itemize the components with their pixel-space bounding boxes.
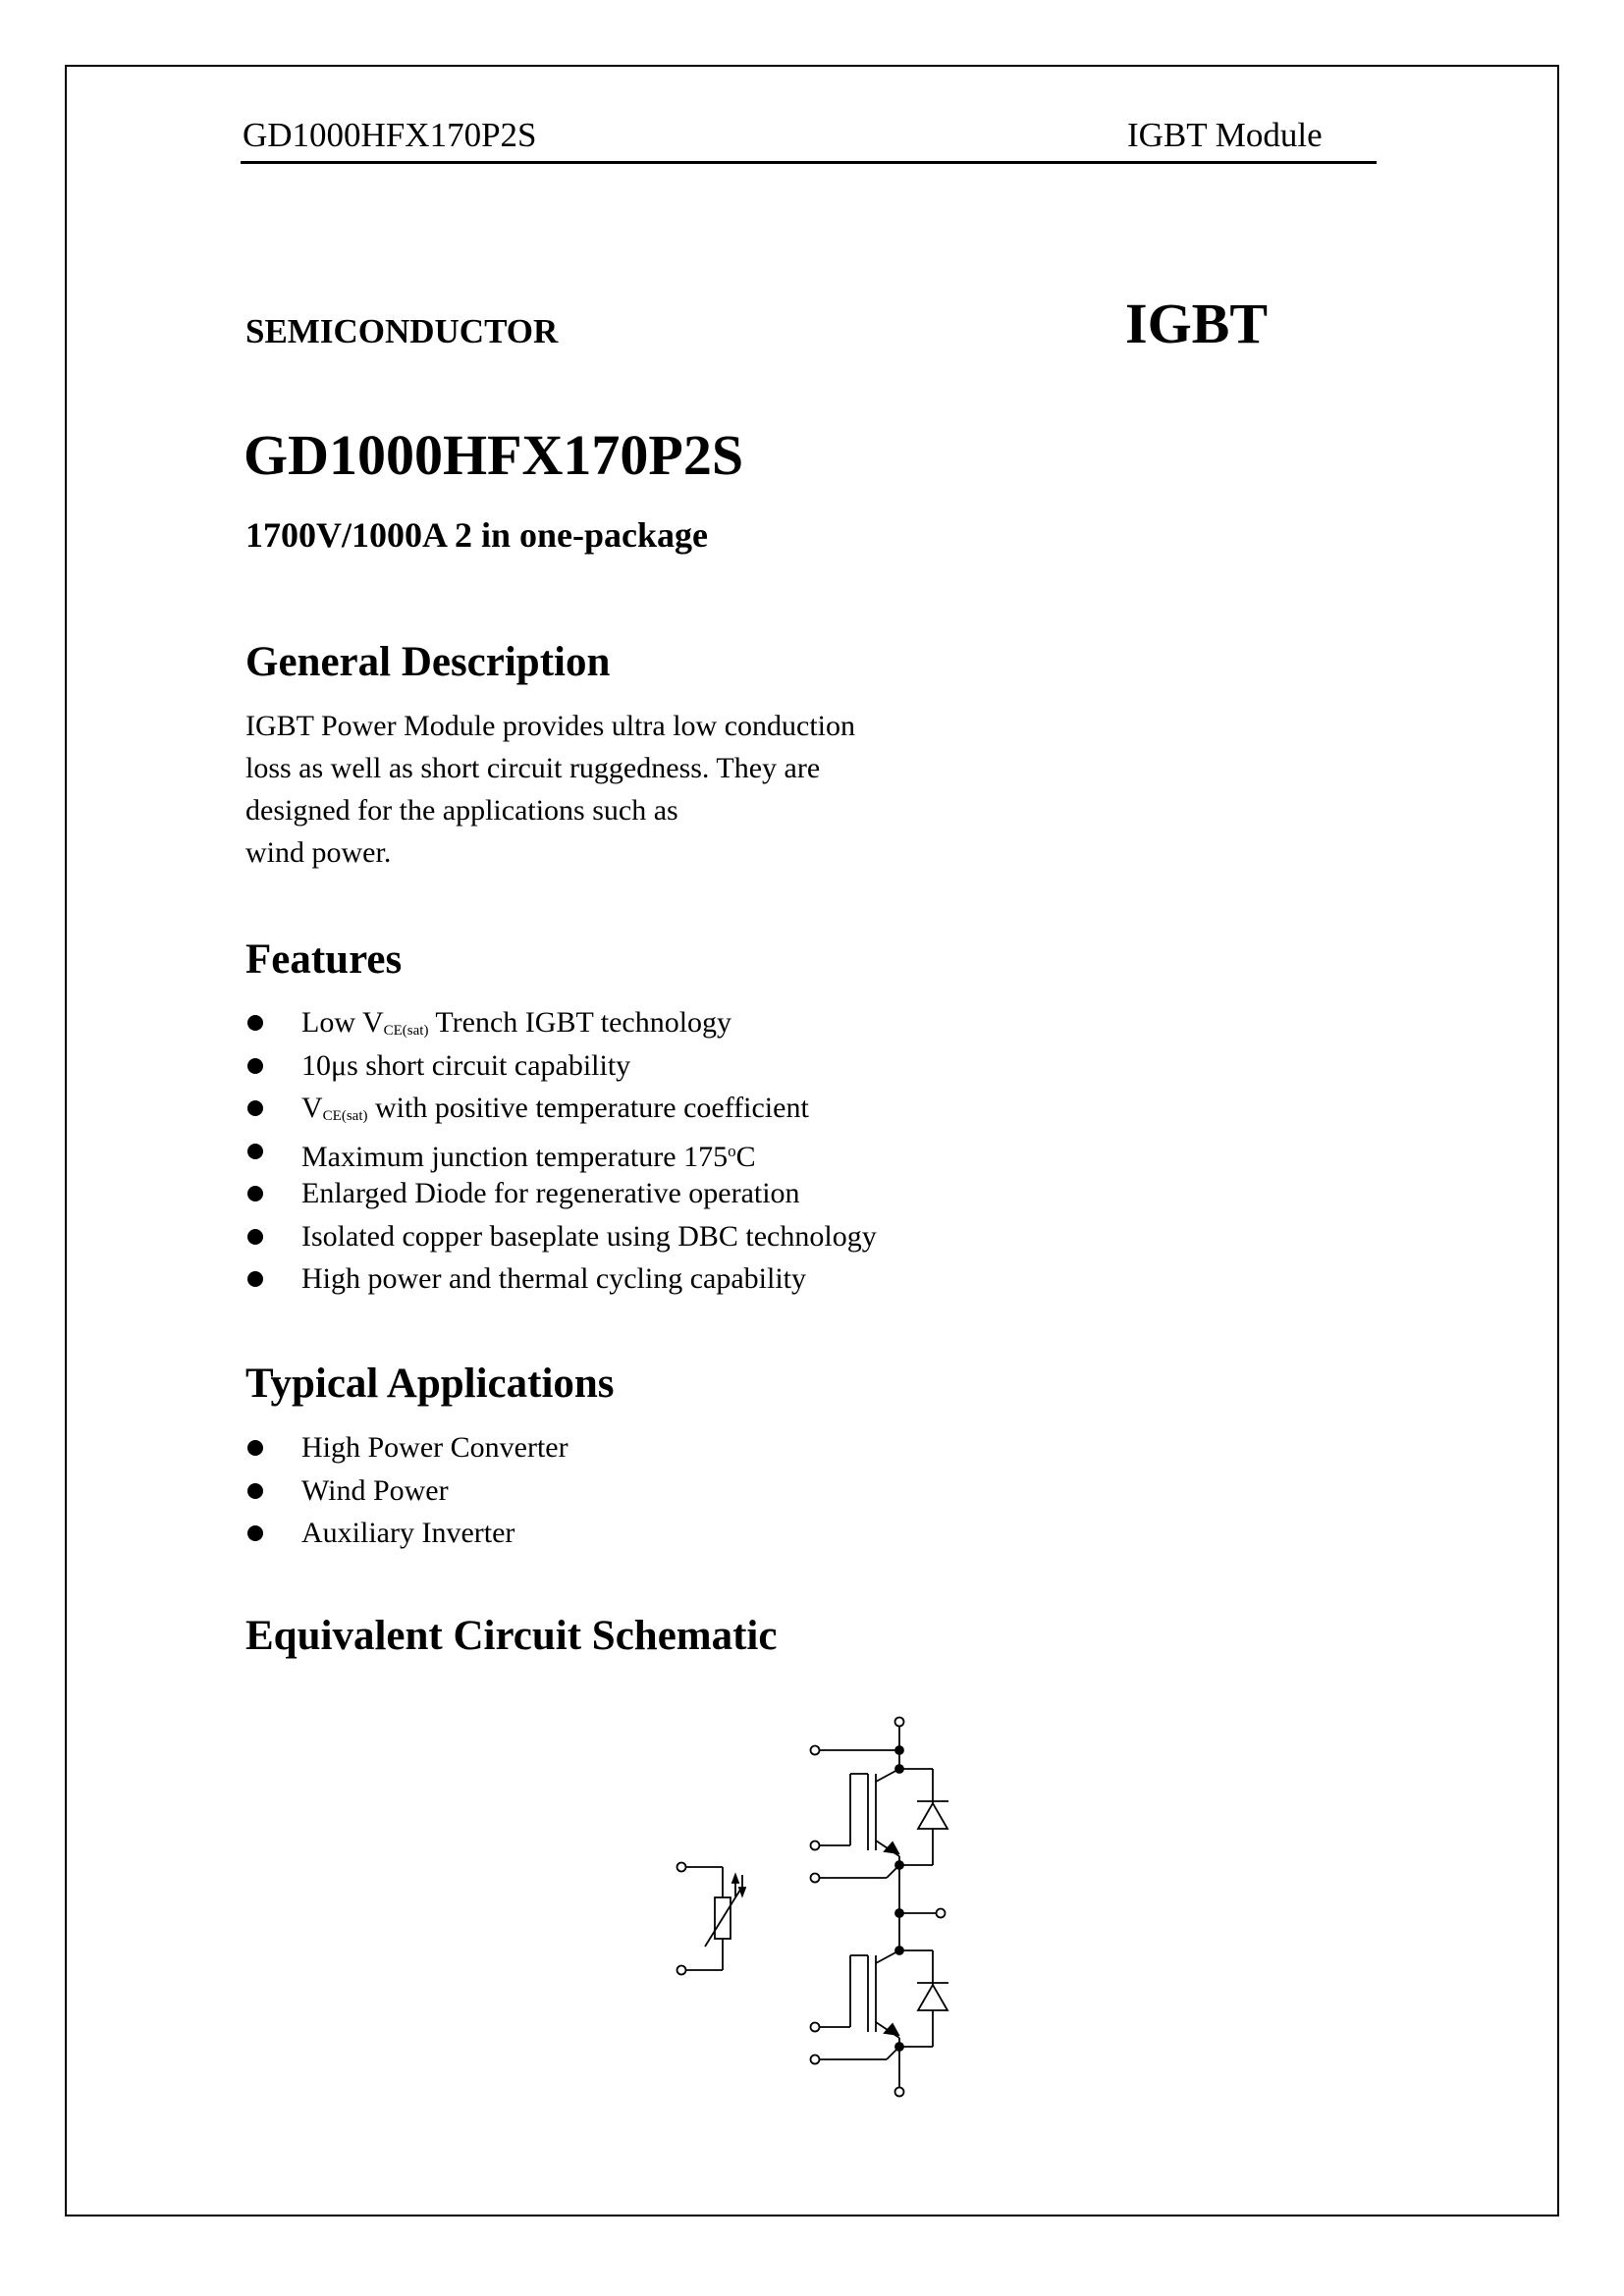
applications-heading: Typical Applications (245, 1361, 615, 1407)
features-list (245, 1001, 877, 1301)
bullet-icon (247, 1483, 263, 1499)
category-label: SEMICONDUCTOR (245, 312, 559, 350)
list-item: High power and thermal cycling capability (245, 1257, 877, 1301)
list-item: Wind Power (245, 1469, 568, 1513)
device-type-label: IGBT (1125, 292, 1269, 355)
lower-igbt-symbol (811, 1913, 949, 2097)
header-doc-type: IGBT Module (1127, 116, 1323, 154)
bullet-icon (247, 1058, 263, 1074)
bullet-icon (247, 1525, 263, 1541)
bullet-icon (247, 1440, 263, 1456)
description-line: wind power. (245, 836, 392, 869)
ntc-thermistor-symbol (677, 1863, 746, 1975)
applications-list (245, 1426, 568, 1555)
list-item: Auxiliary Inverter (245, 1512, 568, 1555)
bullet-icon (247, 1229, 263, 1245)
general-description-text (245, 705, 855, 874)
list-item: $V_{CE(sat)}$ with positive temperature coefficient (245, 1087, 877, 1130)
list-item: 10μs short circuit capability (245, 1044, 877, 1088)
features-heading: Features (245, 936, 403, 983)
bullet-icon (247, 1144, 263, 1159)
description-line: designed for the applications such as (245, 794, 678, 827)
list-item: Maximum junction temperature 175$^o$C (245, 1130, 877, 1173)
page-title: GD1000HFX170P2S (244, 423, 744, 487)
description-line: IGBT Power Module provides ultra low conduction (245, 710, 856, 742)
description-line: loss as well as short circuit ruggedness. They are (245, 752, 821, 784)
list-item: Enlarged Diode for regenerative operation (245, 1172, 877, 1215)
header-divider (241, 161, 1377, 164)
list-item: Low $V_{CE(sat)}$ Trench IGBT technology (245, 1001, 877, 1044)
bullet-icon (247, 1015, 263, 1031)
bullet-icon (247, 1271, 263, 1287)
equivalent-circuit-diagram (658, 1693, 972, 2115)
list-item: Isolated copper baseplate using DBC technology (245, 1215, 877, 1258)
list-item: High Power Converter (245, 1426, 568, 1469)
bullet-icon (247, 1186, 263, 1201)
upper-igbt-symbol (811, 1718, 949, 1883)
midpoint-terminal (895, 1865, 946, 1918)
header-part-number: GD1000HFX170P2S (243, 116, 537, 154)
bullet-icon (247, 1100, 263, 1116)
general-description-heading: General Description (245, 639, 611, 685)
circuit-schematic-heading: Equivalent Circuit Schematic (245, 1613, 778, 1659)
product-subtitle: 1700V/1000A 2 in one-package (245, 515, 709, 555)
